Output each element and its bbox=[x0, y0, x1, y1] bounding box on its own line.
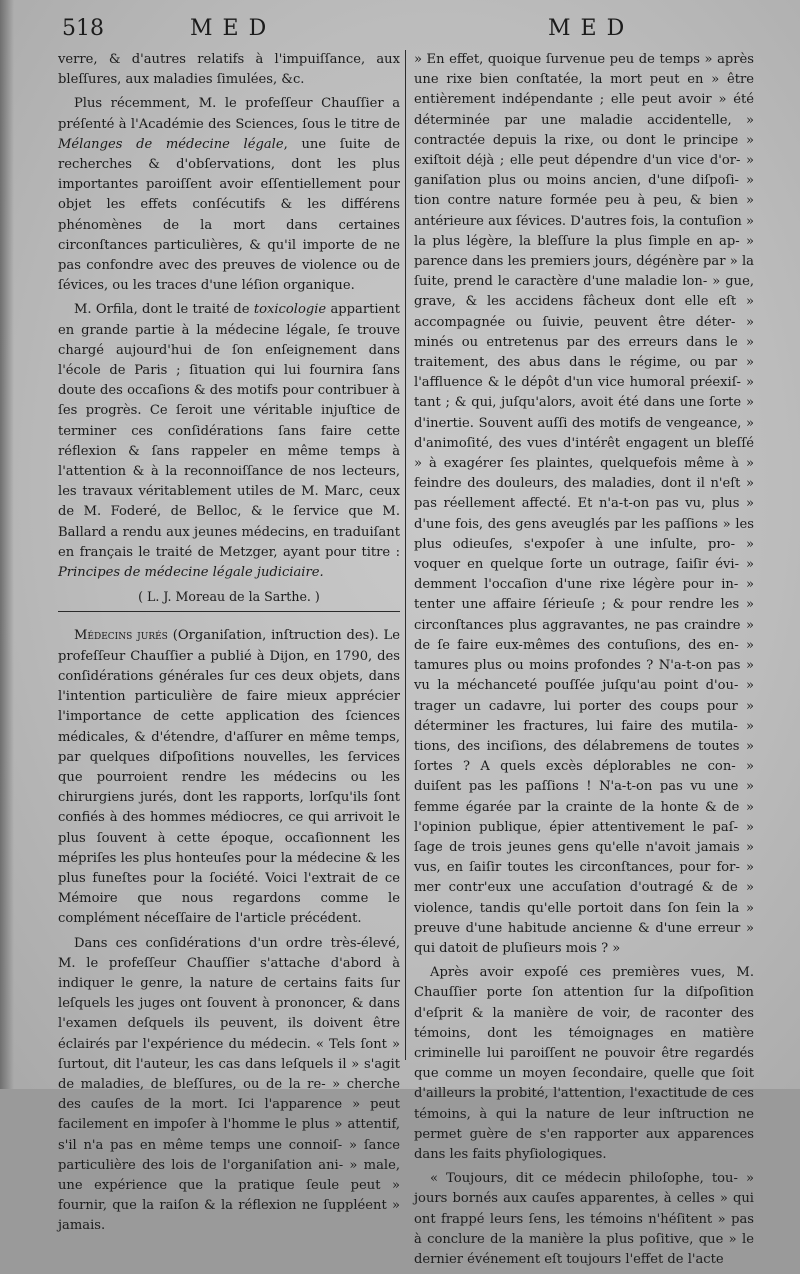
running-head-right: MED bbox=[548, 16, 635, 41]
paragraph: Après avoir expoſé ces premières vues, M. Chauſſier porte ſon attention ſur la diſpoſition d'eſprit & la manière de voir, de raconter des témoins, dont les témoignages en matière criminelle lui paroiſſent ne pouvoir être regardés que comme un moyen ſecondaire, quelle que ſoit d'ailleurs la probité, l'attention, l'exactitude de ces témoins, à qui la nature de leur inſtruction ne permet guère de s'en rapporter aux apparences dans les faits phyſiologiques. bbox=[414, 965, 754, 1162]
text-run: appartient en grande partie à la médecine légale, ſe trouve chargé aujourd'hui de ſon enſeignement dans l'école de Paris ; ſituation qui lui fournira ſans doute des occaſions & des motifs pour contribuer à ſes progrès. Ce ſeroit une véritable injuſtice de terminer ces conſidérations ſans faire cette réflexion & ſans rappeler en même temps à l'attention & à la reconnoiſſance de nos lecteurs, les travaux véritablement utiles de M. Marc, ceux de M. Foderé, de Belloc, & le ſervice que M. Ballard a rendu aux jeunes médecins, en traduiſant en français le traité de Metzger, ayant pour titre : bbox=[58, 302, 400, 560]
column-divider bbox=[405, 50, 406, 1060]
paragraph bbox=[58, 94, 400, 296]
page-number: 518 bbox=[62, 16, 104, 41]
section-divider bbox=[58, 611, 400, 612]
running-head-left: MED bbox=[190, 16, 277, 41]
page-header bbox=[0, 14, 800, 48]
right-column bbox=[414, 50, 754, 1274]
book-title: Principes de médecine légale judiciaire. bbox=[58, 565, 324, 581]
author-signature: ( L. J. Moreau de la Sarthe. ) bbox=[138, 589, 320, 605]
book-title: toxicologie bbox=[253, 302, 327, 318]
paragraph bbox=[58, 626, 400, 929]
paragraph: Dans ces conſidérations d'un ordre très-élevé, M. le profeſſeur Chauſſier s'attache d'abord à indiquer le genre, la nature de certains faits ſur leſquels les juges ont ſouvent à prononcer, & dans l'examen deſquels ils peuvent, ils doivent être éclairés par l'expérience du médecin. « Tels ſont » ſurtout, dit l'auteur, les cas dans leſquels il » s'agit de maladies, de bleſſures, ou de la re- » cherche des cauſes de la mort. Ici l'apparence » peut facilement en impoſer à l'homme le plus » attentif, s'il n'a pas en même temps une connoiſ- » ſance particulière des lois de l'organiſation ani- » male, une expérience que la pratique ſeule peut » fournir, que la raiſon & la réflexion ne ſuppléent » jamais. bbox=[58, 935, 400, 1234]
paragraph: verre, & d'autres relatifs à l'impuiſſance, aux bleſſures, aux maladies ſimulées, &c. bbox=[58, 52, 400, 88]
text-run: Plus récemment, M. le profeſſeur Chauſſier a préſenté à l'Académie des Sciences, ſous le titre de bbox=[58, 96, 400, 132]
text-run: (Organiſation, inſtruction des). Le profeſſeur Chauſſier a publié à Dijon, en 1790, des conſidérations générales ſur ces deux objets, dans l'intention particulière de faire mieux apprécier l'importance de cette application des ſciences médicales, & d'étendre, d'aſſurer en même temps, par quelques diſpoſitions nouvelles, les ſervices que pourroient rendre les médecins ou les chirurgiens jurés, dont les rapports, lorſqu'ils ſont confiés à des hommes médiocres, ce qui arrivoit le plus ſouvent à cette époque, occaſionnent les mépriſes les plus honteuſes pour la médecine & les plus funeſtes pour la ſociété. Voici l'extrait de ce Mémoire que nous regardons comme le complément néceſſaire de l'article précédent. bbox=[58, 628, 400, 927]
book-title: Mélanges de médecine légale bbox=[58, 136, 284, 152]
paragraph: « Toujours, dit ce médecin philoſophe, tou- » jours bornés aux cauſes apparentes, à celles » qui ont frappé leurs ſens, les témoins n'héſitent » pas à conclure de la manière la plus poſitive, que » le dernier événement eſt toujours l'effet de l'acte bbox=[414, 1171, 754, 1267]
text-run: , une ſuite de recherches & d'obſervations, dont les plus importantes paroiſſent avoir eſſentiellement pour objet les effets conſécutifs & les différens phénomènes de la mort dans certaines circonſtances particulières, & qu'il importe de ne pas confondre avec des preuves de violence ou de ſévices, ou les traces d'une léſion organique. bbox=[58, 136, 400, 294]
entry-heading: Médecins jurés bbox=[74, 628, 168, 644]
left-column bbox=[58, 50, 400, 1241]
paragraph bbox=[58, 300, 400, 583]
text-run: M. Orfila, dont le traité de bbox=[74, 302, 254, 318]
paragraph: » En effet, quoique ſurvenue peu de temps » après une rixe bien conſtatée, la mort peut en » être entièrement indépendante ; elle peut avoir » été déterminée par une maladie accidentelle, » contractée depuis la rixe, ou dont le principe » exiſtoit déjà ; elle peut dépendre d'un vice d'or- » ganiſation plus ou moins ancien, d'une diſpoſi- » tion contre nature formée peu à peu, & bien » antérieure aux ſévices. D'autres fois, la contuſion » la plus légère, la bleſſure la plus ſimple en ap- » parence dans les premiers jours, dégénère par » la ſuite, prend le caractère d'une maladie lon- » gue, grave, & les accidens fâcheux dont elle eſt » accompagnée ou ſuivie, peuvent être déter- » minés ou entretenus par des erreurs dans le » traitement, des abus dans le régime, ou par » l'affluence & le dépôt d'un vice humoral préexiſ- » tant ; & qui, juſqu'alors, avoit été dans une ſorte » d'inertie. Souvent auſſi des motifs de vengeance, » d'animoſité, des vues d'intérêt engagent un bleſſé » à exagérer ſes plaintes, quelquefois même à » feindre des douleurs, des maladies, dont il n'eſt » pas réellement affecté. Et n'a-t-on pas vu, plus » d'une fois, des gens aveuglés par les paſſions » les plus odieuſes, s'expoſer à une inſulte, pro- » voquer en quelque ſorte un outrage, ſaiſir évi- » demment l'occaſion d'une rixe légère pour in- » tenter une affaire ſérieuſe ; & pour rendre les » circonſtances plus aggravantes, ne pas craindre » de ſe faire eux-mêmes des contuſions, des en- » tamures plus ou moins profondes ? N'a-t-on pas » vu la méchanceté pouſſée juſqu'au point d'ou- » trager un cadavre, lui porter des coups pour » déterminer les fractures, lui faire des mutila- » tions, des inciſions, des délabremens de toutes » ſortes ? A quels excès déplorables ne con- » duiſent pas les paſſions ! N'a-t-on pas vu une » femme égarée par la crainte de la honte & de » l'opinion publique, épier attentivement le paſ- » ſage de trois jeunes gens qu'elle n'avoit jamais » vus, en ſaiſir toutes les circonſtances, pour for- » mer contr'eux une accuſation d'outragé & de » violence, tandis qu'elle portoit dans ſon ſein la » preuve d'une habitude ancienne & d'une erreur » qui datoit de pluſieurs mois ? » bbox=[414, 52, 754, 956]
